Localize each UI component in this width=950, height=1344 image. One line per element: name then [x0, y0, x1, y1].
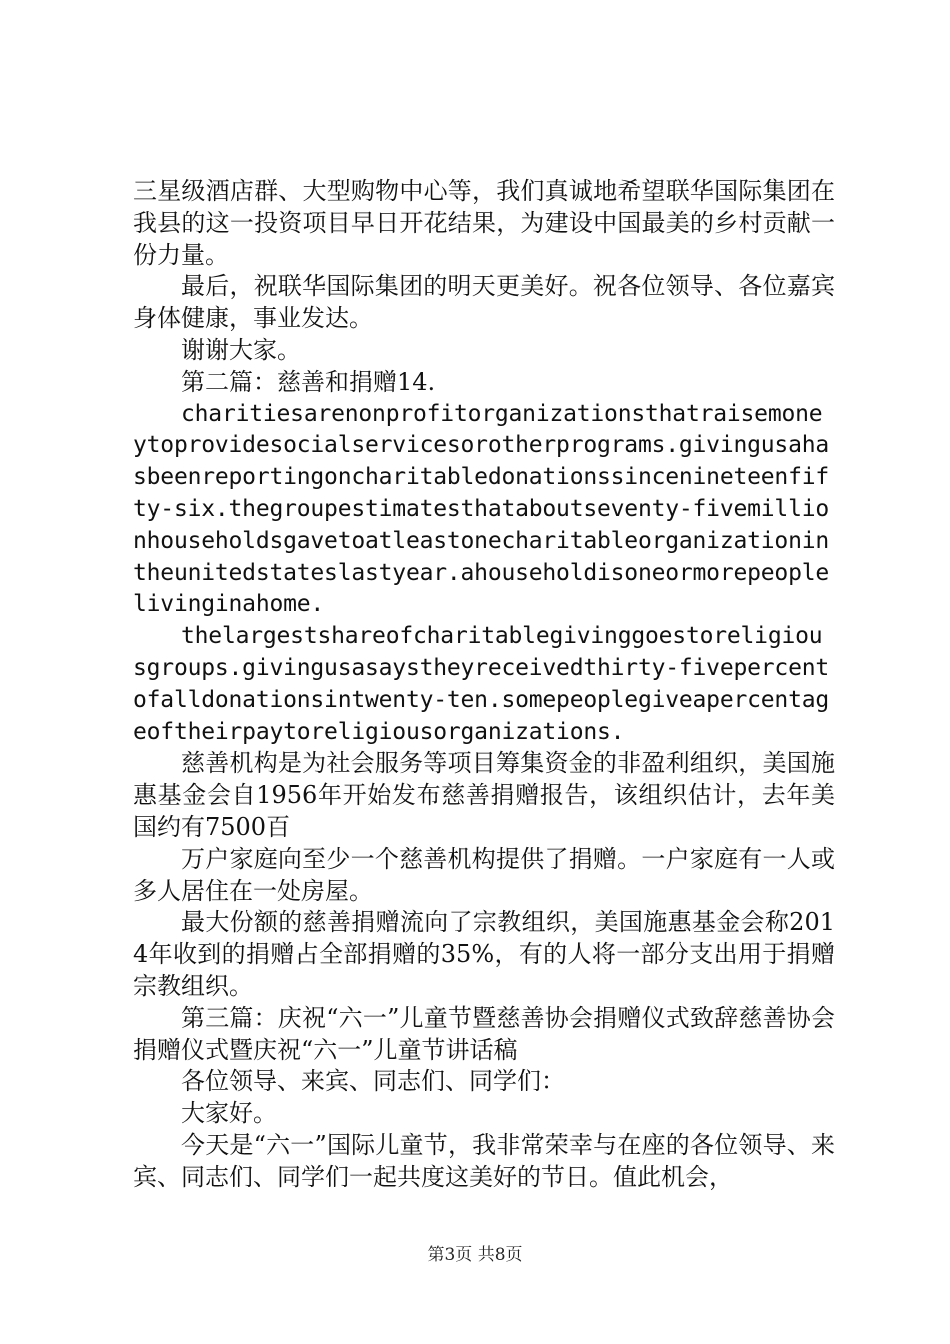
page-number-footer: 第3页 共8页	[427, 1245, 523, 1265]
paragraph-translation-2: 万户家庭向至少一个慈善机构提供了捐赠。一户家庭有一人或多人居住在一处房屋。	[133, 844, 835, 905]
paragraph-childrens-day: 今天是“六一”国际儿童节，我非常荣幸与在座的各位领导、来宾、同志们、同学们一起共度这美好的节日。值此机会，	[133, 1130, 835, 1191]
paragraph-translation-3: 最大份额的慈善捐赠流向了宗教组织，美国施惠基金会称2014年收到的捐赠占全部捐赠的35%，有的人将一部分支出用于捐赠宗教组织。	[133, 908, 835, 1000]
paragraph-translation-1: 慈善机构是为社会服务等项目筹集资金的非盈利组织，美国施惠基金会自1956年开始发布慈善捐赠报告，该组织估计，去年美国约有7500百	[133, 749, 835, 841]
section-heading-3: 第三篇：庆祝“六一”儿童节暨慈善协会捐赠仪式致辞慈善协会捐赠仪式暨庆祝“六一”儿童节讲话稿	[133, 1003, 835, 1064]
paragraph-thanks: 谢谢大家。	[181, 335, 301, 364]
paragraph-closing-wishes: 最后，祝联华国际集团的明天更美好。祝各位领导、各位嘉宾身体健康，事业发达。	[133, 272, 835, 333]
section-heading-2: 第二篇：慈善和捐赠14.	[181, 367, 436, 396]
paragraph-greeting: 大家好。	[181, 1099, 277, 1128]
paragraph-salutation: 各位领导、来宾、同志们、同学们：	[181, 1067, 565, 1096]
document-body	[133, 176, 835, 1194]
paragraph-hotel-project: 三星级酒店群、大型购物中心等，我们真诚地希望联华国际集团在我县的这一投资项目早日开花结果，为建设中国最美的乡村贡献一份力量。	[133, 177, 835, 269]
paragraph-english-1: charitiesarenonprofitorganizationsthatraisemoneytoprovidesocialservicesorotherprograms.givingusahasbeenreportingoncharitabledonationssincenineteenfifty-six.thegroupestimatesthataboutseventy-fivemillionhouseholdsgavetoatleastonecharitableorganizationintheunitedstateslastyear.ahouseholdisoneormorepeoplelivinginahome.	[133, 400, 830, 618]
paragraph-english-2: thelargestshareofcharitablegivinggoestoreligiousgroups.givingusasaystheyreceivedthirty-fivepercentofalldonationsintwenty-ten.somepeoplegiveapercentageoftheirpaytoreligiousorganizations.	[133, 623, 830, 745]
